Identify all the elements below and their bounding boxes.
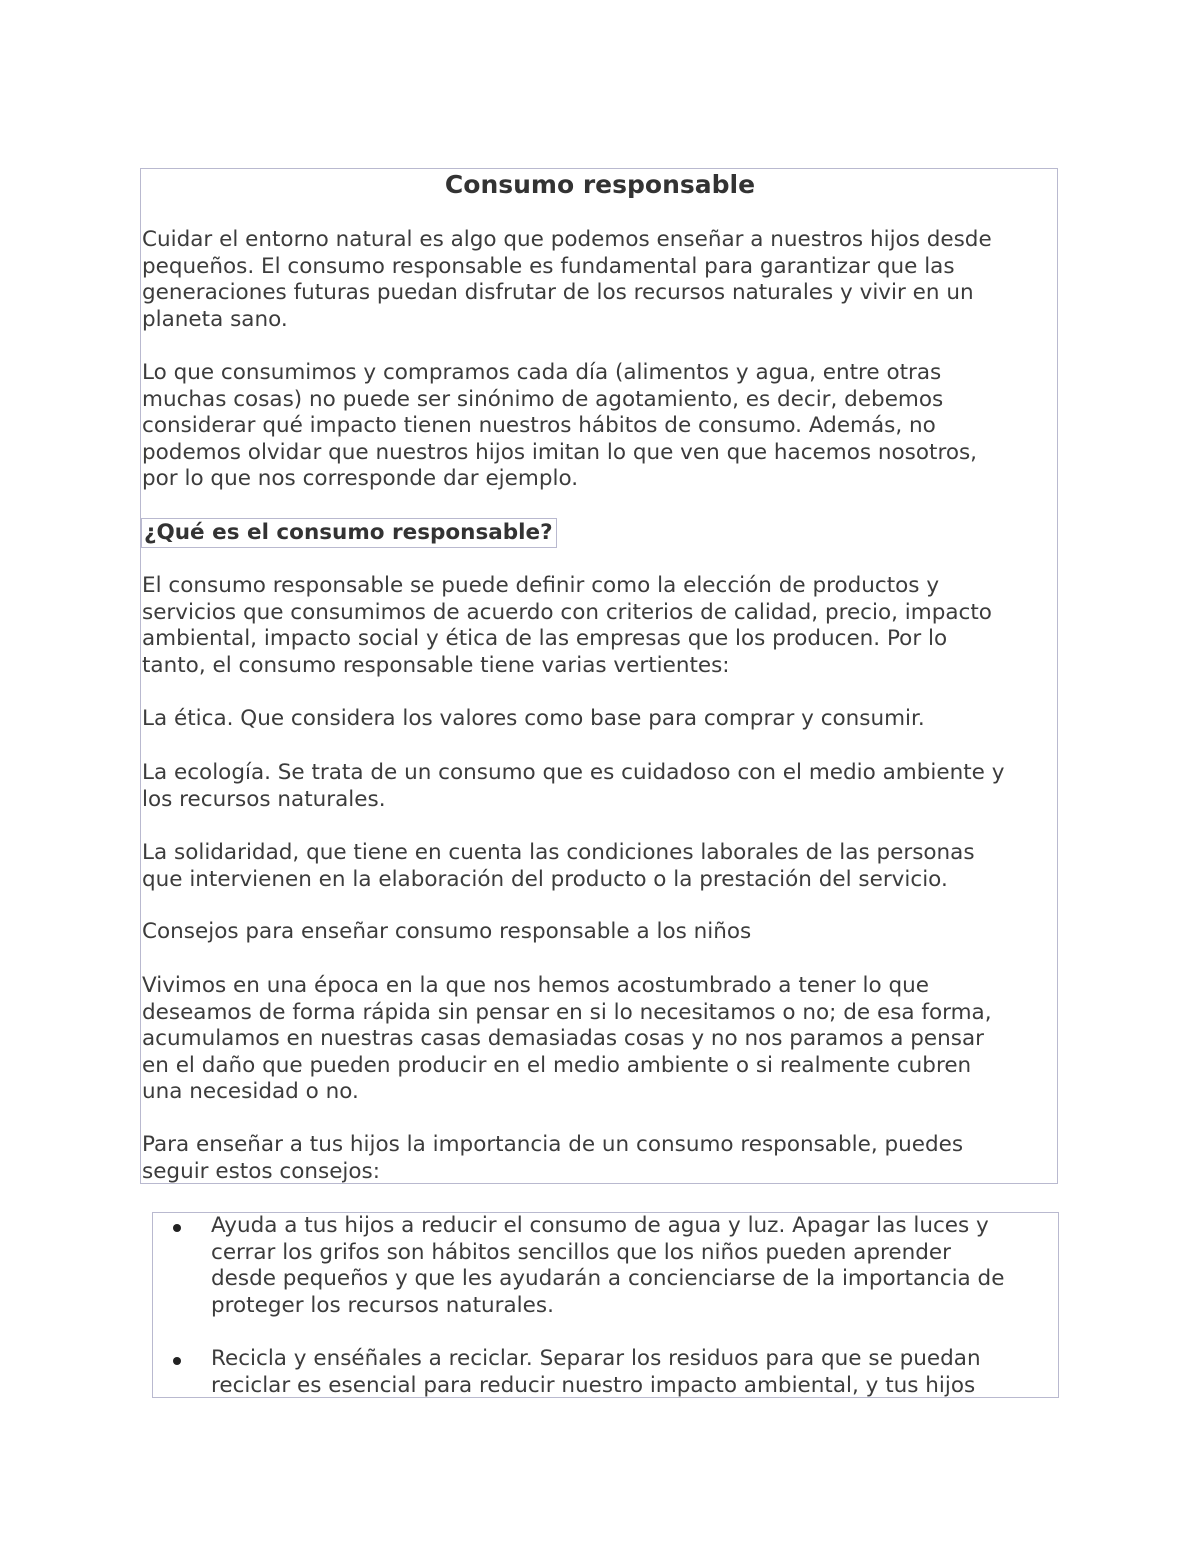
bullet-icon: [173, 1224, 181, 1232]
section-subheading: ¿Qué es el consumo responsable?: [141, 518, 557, 548]
intro-paragraph-1: Cuidar el entorno natural es algo que podemos enseñar a nuestros hijos desde pequeños. El consumo responsable es fundamental para garantizar que las generaciones futuras puedan disfrutar de los recursos naturales y vivir en un planeta sano.: [142, 227, 992, 332]
advice-intro-paragraph: Para enseñar a tus hijos la importancia de un consumo responsable, puedes seguir estos consejos:: [142, 1132, 964, 1184]
ethics-paragraph: La ética. Que considera los valores como base para comprar y consumir.: [142, 706, 925, 731]
document-title: Consumo responsable: [444, 170, 756, 199]
list-item-text: Ayuda a tus hijos a reducir el consumo de agua y luz. Apagar las luces y cerrar los grifos son hábitos sencillos que los niños pueden aprender desde pequeños y que les ayudarán a concienciarse de la importancia de proteger los recursos naturales.: [211, 1213, 1005, 1318]
list-item-text: Recicla y enséñales a reciclar. Separar los residuos para que se puedan reciclar es esencial para reducir nuestro impacto ambiental, y tus hijos: [211, 1346, 981, 1398]
ecology-paragraph: La ecología. Se trata de un consumo que es cuidadoso con el medio ambiente y los recursos naturales.: [142, 760, 1005, 812]
advice-heading-paragraph: Consejos para enseñar consumo responsable a los niños: [142, 919, 752, 944]
intro-paragraph-2: Lo que consumimos y compramos cada día (alimentos y agua, entre otras muchas cosas) no puede ser sinónimo de agotamiento, es decir, debemos considerar qué impacto tienen nuestros hábitos de consumo. Además, no podemos olvidar que nuestros hijos imitan lo que ven que hacemos nosotros, por lo que nos corresponde dar ejemplo.: [142, 360, 978, 491]
bullet-icon: [173, 1357, 181, 1365]
definition-paragraph: El consumo responsable se puede definir como la elección de productos y servicios que consumimos de acuerdo con criterios de calidad, precio, impacto ambiental, impacto social y ética de las empresas que los producen. Por lo tanto, el consumo responsable tiene varias vertientes:: [142, 573, 992, 678]
context-paragraph: Vivimos en una época en la que nos hemos acostumbrado a tener lo que deseamos de forma rápida sin pensar en si lo necesitamos o no; de esa forma, acumulamos en nuestras casas demasiadas cosas y no nos paramos a pensar en el daño que pueden producir en el medio ambiente o si realmente cubren una necesidad o no.: [142, 973, 992, 1104]
bullet-list-frame: [152, 1212, 1059, 1398]
solidarity-paragraph: La solidaridad, que tiene en cuenta las condiciones laborales de las personas que intervienen en la elaboración del producto o la prestación del servicio.: [142, 840, 975, 892]
